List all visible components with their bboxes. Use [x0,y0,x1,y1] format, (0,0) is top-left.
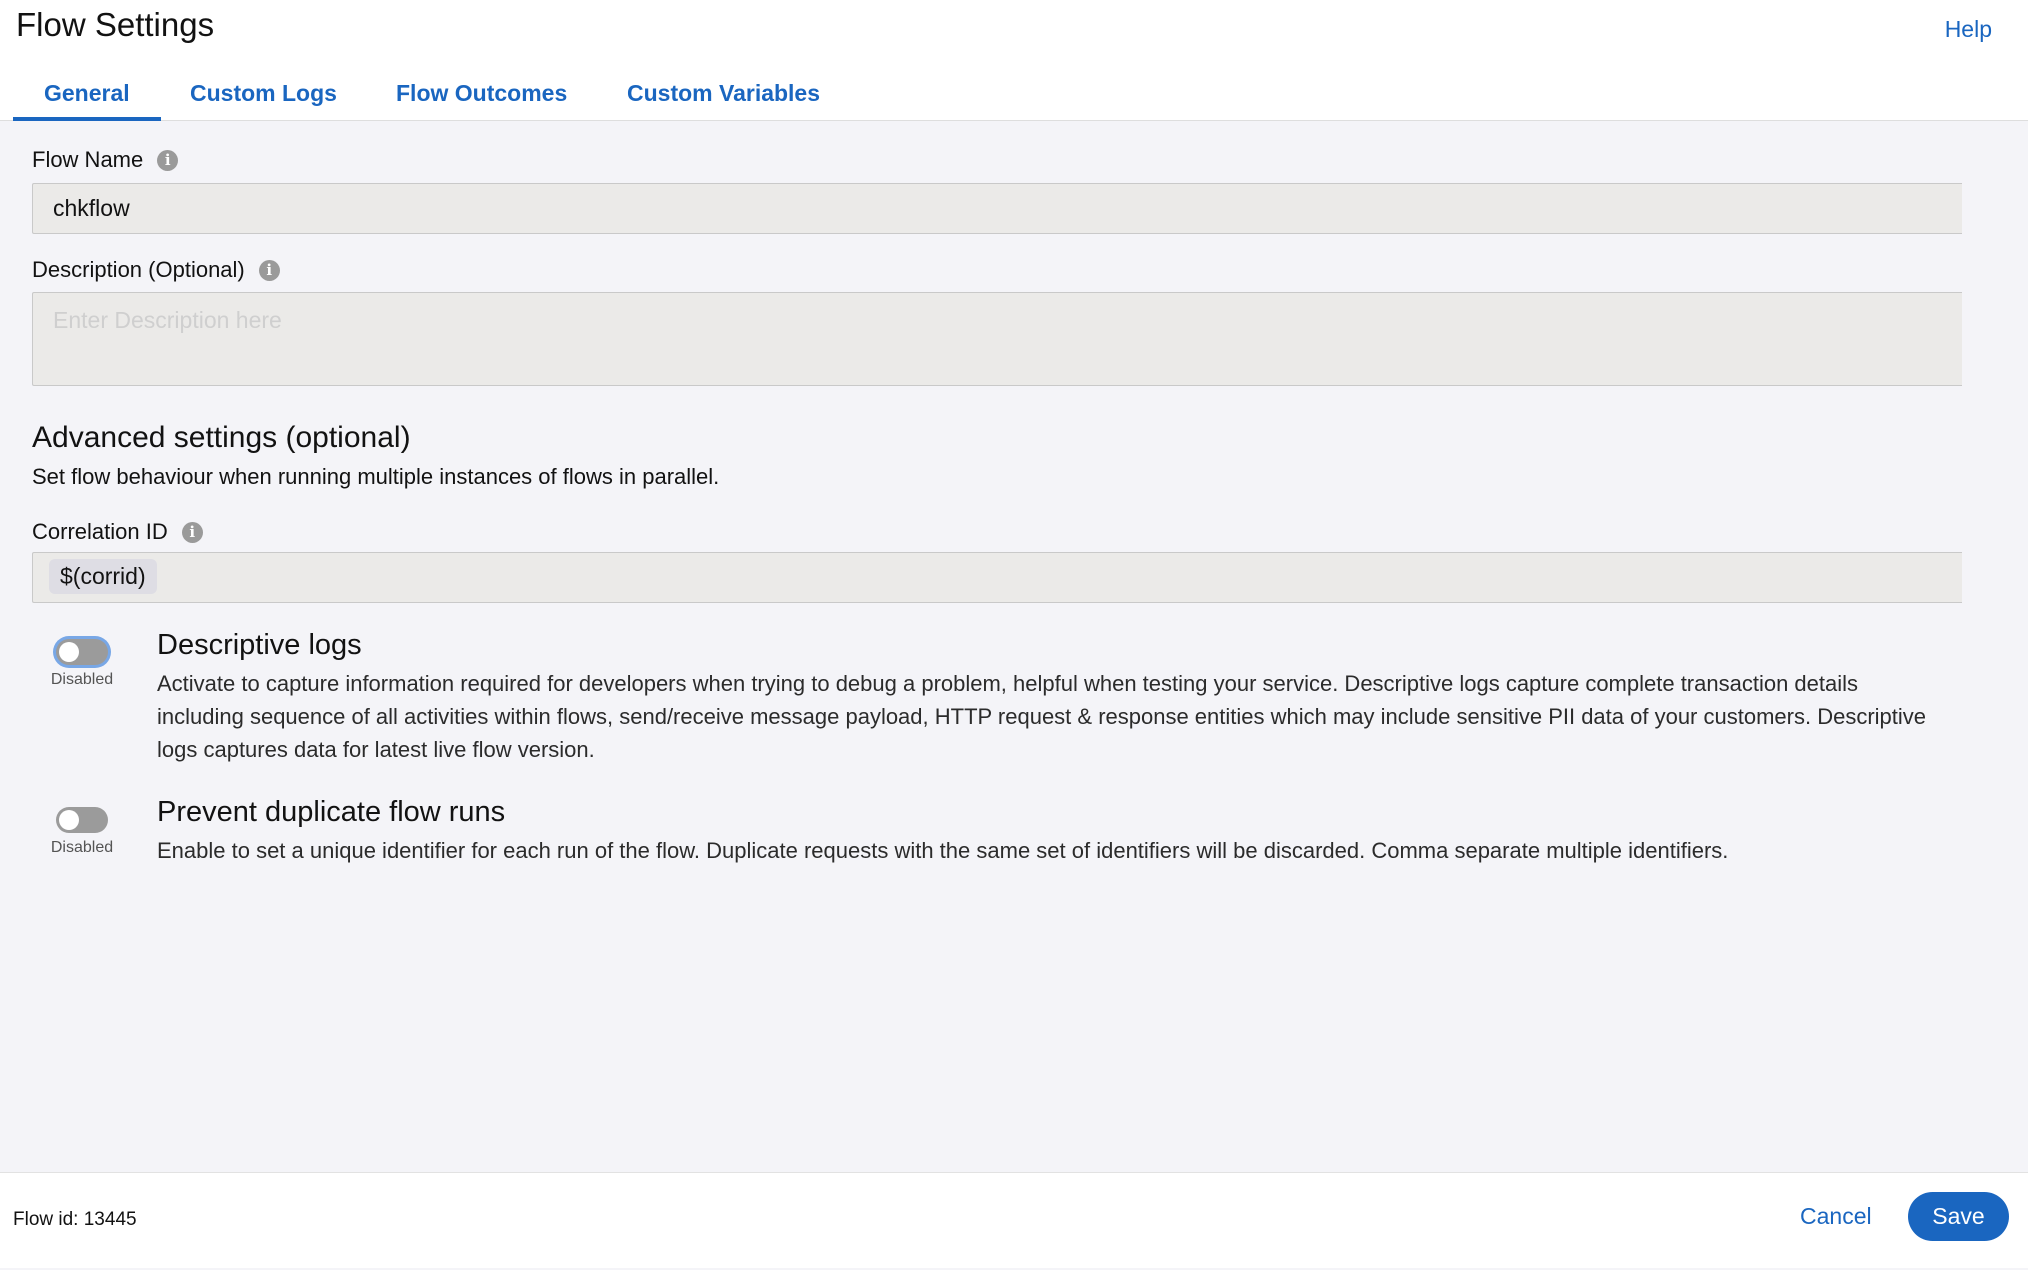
toggle-knob [59,642,79,662]
description-label-text: Description (Optional) [32,257,245,282]
tab-general[interactable]: General [13,80,161,121]
header [0,0,2028,66]
correlation-id-label [32,519,203,545]
prevent-duplicates-toggle[interactable] [56,807,108,833]
descriptive-logs-title: Descriptive logs [157,629,362,661]
correlation-id-chip[interactable]: $(corrid) [49,559,157,594]
descriptive-logs-toggle[interactable] [56,639,108,665]
cancel-button[interactable]: Cancel [1786,1195,1886,1238]
description-input[interactable] [32,292,1962,386]
descriptive-logs-status: Disabled [50,671,114,688]
prevent-duplicates-description: Enable to set a unique identifier for each run of the flow. Duplicate requests with the same set of identifiers will be discarded. Comma separate multiple identifiers. [157,838,1729,863]
info-icon[interactable]: i [157,150,178,171]
advanced-settings-description: Set flow behaviour when running multiple instances of flows in parallel. [32,464,720,489]
general-panel [0,121,2028,1172]
info-icon[interactable]: i [259,260,280,281]
prevent-duplicates-status: Disabled [50,839,114,856]
description-label [32,257,280,283]
help-link[interactable]: Help [1944,16,1992,42]
flow-name-input[interactable] [32,183,1962,234]
prevent-duplicates-title: Prevent duplicate flow runs [157,796,506,828]
flow-name-label-text: Flow Name [32,147,144,172]
tab-flow-outcomes[interactable]: Flow Outcomes [396,80,568,106]
flow-name-label [32,147,178,173]
page-title: Flow Settings [16,6,215,43]
correlation-id-label-text: Correlation ID [32,519,168,544]
tab-custom-logs[interactable]: Custom Logs [190,80,337,106]
tab-custom-variables[interactable]: Custom Variables [627,80,821,106]
toggle-knob [59,810,79,830]
save-button[interactable]: Save [1908,1192,2009,1241]
tab-bar [0,66,2028,121]
info-icon[interactable]: i [182,522,203,543]
descriptive-logs-toggle-group [48,639,116,689]
prevent-duplicates-toggle-group [48,807,116,857]
advanced-settings-heading: Advanced settings (optional) [32,421,411,454]
footer [0,1172,2028,1270]
descriptive-logs-description: Activate to capture information required for developers when trying to debug a problem, helpful when testing your service. Descriptive logs capture complete transaction details including sequence of all activities within flows, send/receive message payload, HTTP request & response entities which may include sensitive PII data of your customers. Descriptive logs captures data for latest live flow version. [157,671,1927,762]
correlation-id-input[interactable] [32,552,1962,603]
flow-id: Flow id: 13445 [13,1209,137,1230]
